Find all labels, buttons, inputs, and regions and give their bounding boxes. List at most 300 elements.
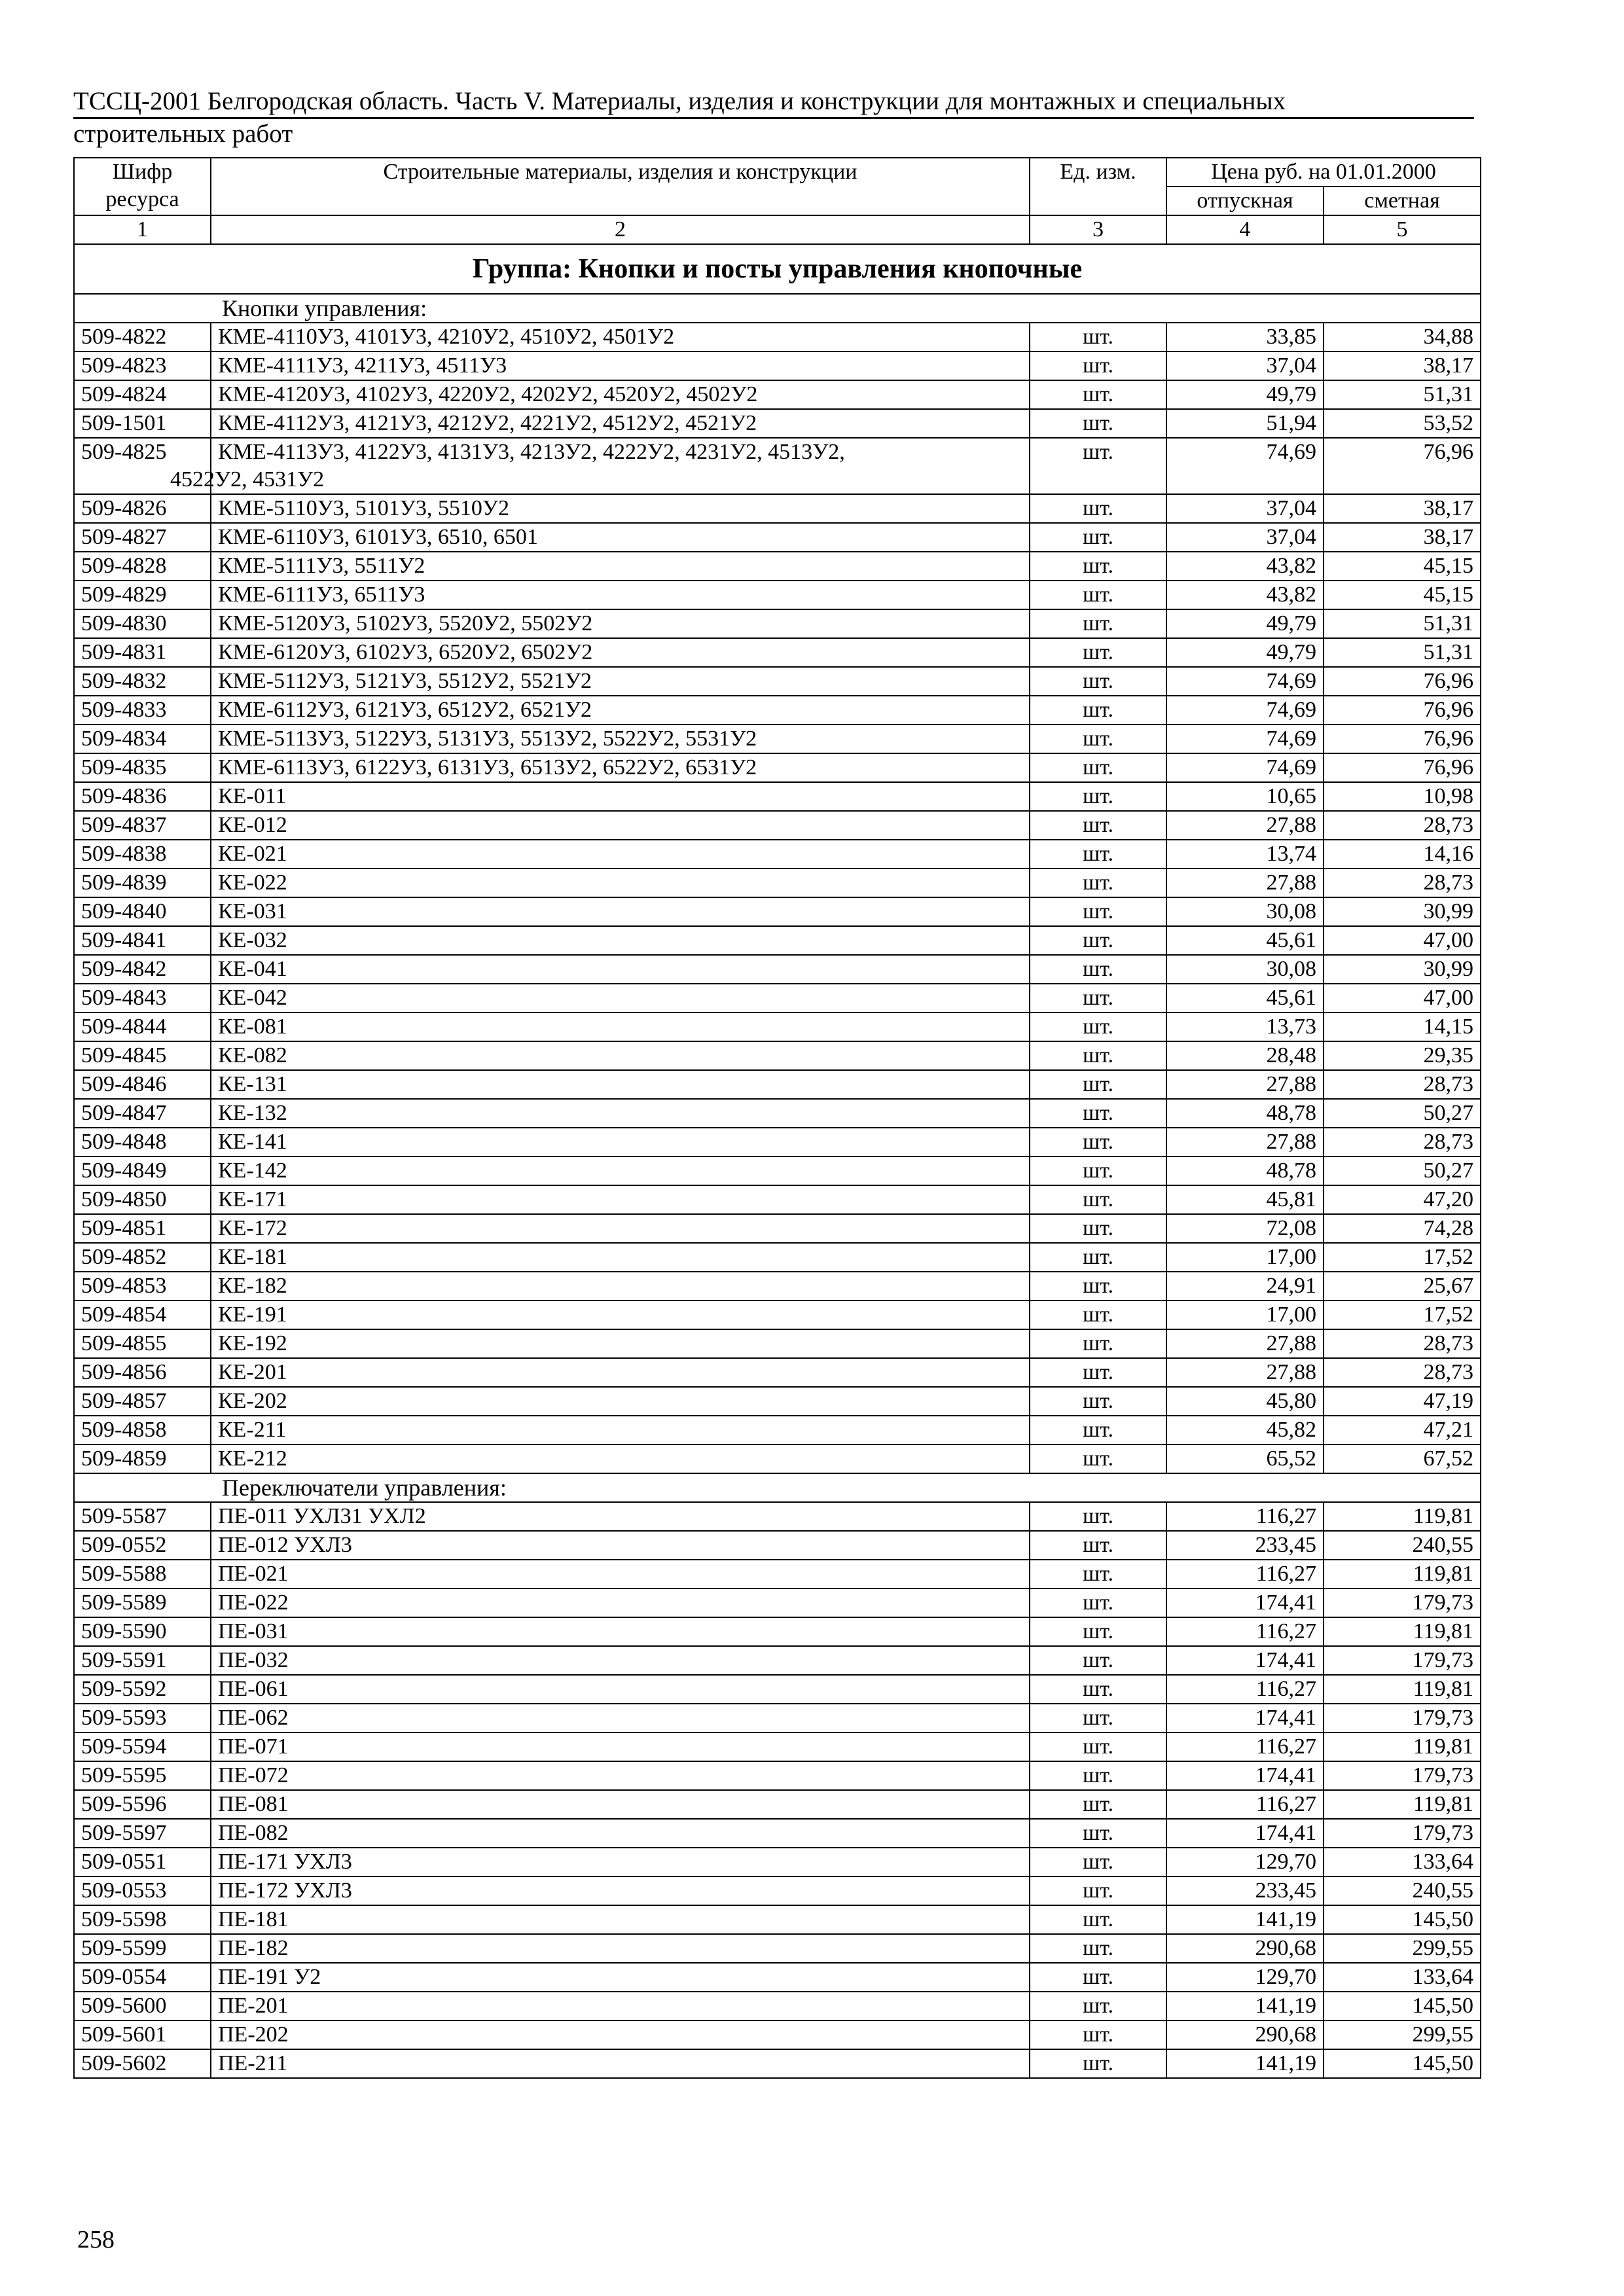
- material-name: ПЕ-062: [211, 1704, 1030, 1732]
- price-estimate: 28,73: [1324, 1358, 1481, 1387]
- table-row: [74, 638, 1481, 667]
- resource-code: 509-4844: [74, 1013, 211, 1041]
- resource-code: 509-4838: [74, 840, 211, 869]
- price-release: 48,78: [1166, 1099, 1324, 1128]
- price-release: 27,88: [1166, 1329, 1324, 1358]
- price-release: 33,85: [1166, 323, 1324, 351]
- unit: шт.: [1030, 1041, 1166, 1070]
- resource-code: 509-4824: [74, 380, 211, 409]
- price-estimate: 76,96: [1324, 696, 1481, 725]
- price-estimate: 30,99: [1324, 955, 1481, 984]
- table-row: [74, 1128, 1481, 1157]
- price-estimate: 28,73: [1324, 1329, 1481, 1358]
- resource-code: 509-5595: [74, 1761, 211, 1790]
- table-row: [74, 2020, 1481, 2049]
- price-estimate: 25,67: [1324, 1272, 1481, 1300]
- price-release: 30,08: [1166, 955, 1324, 984]
- material-name: КМЕ-6111У3, 6511У3: [211, 581, 1030, 609]
- material-name: КЕ-011: [211, 782, 1030, 811]
- price-release: 174,41: [1166, 1646, 1324, 1675]
- document-header: [73, 86, 1474, 149]
- price-release: 290,68: [1166, 2020, 1324, 2049]
- unit: шт.: [1030, 1070, 1166, 1099]
- price-release: 49,79: [1166, 609, 1324, 638]
- material-name: КЕ-021: [211, 840, 1030, 869]
- header-unit: Ед. изм.: [1030, 158, 1166, 215]
- table-row: [74, 1531, 1481, 1560]
- table-row: [74, 696, 1481, 725]
- unit: шт.: [1030, 1761, 1166, 1790]
- material-name: КМЕ-4120У3, 4102У3, 4220У2, 4202У2, 4520У2, 4502У2: [211, 380, 1030, 409]
- unit: шт.: [1030, 638, 1166, 667]
- price-estimate: 179,73: [1324, 1588, 1481, 1617]
- unit: шт.: [1030, 1128, 1166, 1157]
- table-row: [74, 552, 1481, 581]
- price-estimate: 299,55: [1324, 1934, 1481, 1963]
- material-name: КЕ-032: [211, 926, 1030, 955]
- price-release: 116,27: [1166, 1617, 1324, 1646]
- unit: шт.: [1030, 782, 1166, 811]
- table-header: [74, 158, 1481, 244]
- price-release: 30,08: [1166, 897, 1324, 926]
- resource-code: 509-5590: [74, 1617, 211, 1646]
- price-estimate: 240,55: [1324, 1876, 1481, 1905]
- price-release: 27,88: [1166, 1070, 1324, 1099]
- unit: шт.: [1030, 1013, 1166, 1041]
- price-estimate: 133,64: [1324, 1848, 1481, 1876]
- material-name: КМЕ-4110У3, 4101У3, 4210У2, 4510У2, 4501У2: [211, 323, 1030, 351]
- table-row: [74, 581, 1481, 609]
- unit: шт.: [1030, 840, 1166, 869]
- price-release: 49,79: [1166, 380, 1324, 409]
- resource-code: 509-5598: [74, 1905, 211, 1934]
- resource-code: 509-4851: [74, 1214, 211, 1243]
- column-number: 4: [1166, 215, 1324, 244]
- resource-code: 509-4854: [74, 1300, 211, 1329]
- unit: шт.: [1030, 1560, 1166, 1588]
- unit: шт.: [1030, 1185, 1166, 1214]
- resource-code: 509-4848: [74, 1128, 211, 1157]
- table-row: [74, 1992, 1481, 2020]
- material-name: ПЕ-031: [211, 1617, 1030, 1646]
- unit: шт.: [1030, 1819, 1166, 1848]
- unit: шт.: [1030, 1905, 1166, 1934]
- price-estimate: 17,52: [1324, 1300, 1481, 1329]
- unit: шт.: [1030, 1992, 1166, 2020]
- price-release: 174,41: [1166, 1704, 1324, 1732]
- price-release: 72,08: [1166, 1214, 1324, 1243]
- price-estimate: 76,96: [1324, 438, 1481, 494]
- material-name: КЕ-031: [211, 897, 1030, 926]
- price-release: 141,19: [1166, 2049, 1324, 2078]
- resource-code: 509-4827: [74, 523, 211, 552]
- price-release: 24,91: [1166, 1272, 1324, 1300]
- unit: шт.: [1030, 2049, 1166, 2078]
- price-estimate: 51,31: [1324, 609, 1481, 638]
- table-body: [74, 244, 1481, 2078]
- section-title: Кнопки управления:: [74, 294, 1481, 323]
- price-release: 27,88: [1166, 869, 1324, 897]
- material-name: КЕ-082: [211, 1041, 1030, 1070]
- price-estimate: 119,81: [1324, 1617, 1481, 1646]
- table-row: [74, 1934, 1481, 1963]
- material-name: КЕ-142: [211, 1157, 1030, 1185]
- material-name: ПЕ-172 УХЛ3: [211, 1876, 1030, 1905]
- material-name: КМЕ-6113У3, 6122У3, 6131У3, 6513У2, 6522У2, 6531У2: [211, 753, 1030, 782]
- page-number: 258: [77, 2226, 115, 2253]
- price-estimate: 119,81: [1324, 1560, 1481, 1588]
- table-row: [74, 1358, 1481, 1387]
- table-row: [74, 1560, 1481, 1588]
- unit: шт.: [1030, 1790, 1166, 1819]
- price-release: 129,70: [1166, 1963, 1324, 1992]
- price-release: 141,19: [1166, 1905, 1324, 1934]
- unit: шт.: [1030, 1502, 1166, 1531]
- price-release: 45,80: [1166, 1387, 1324, 1416]
- price-estimate: 29,35: [1324, 1041, 1481, 1070]
- material-name: ПЕ-081: [211, 1790, 1030, 1819]
- material-name: КЕ-192: [211, 1329, 1030, 1358]
- material-name: КЕ-131: [211, 1070, 1030, 1099]
- material-name: КМЕ-5120У3, 5102У3, 5520У2, 5502У2: [211, 609, 1030, 638]
- price-release: 116,27: [1166, 1560, 1324, 1588]
- resource-code: 509-5600: [74, 1992, 211, 2020]
- resource-code: 509-4826: [74, 494, 211, 523]
- resource-code: 509-0552: [74, 1531, 211, 1560]
- price-estimate: 51,31: [1324, 380, 1481, 409]
- price-estimate: 240,55: [1324, 1531, 1481, 1560]
- resource-code: 509-4822: [74, 323, 211, 351]
- price-release: 13,73: [1166, 1013, 1324, 1041]
- price-estimate: 299,55: [1324, 2020, 1481, 2049]
- table-row: [74, 1819, 1481, 1848]
- resource-code: 509-4829: [74, 581, 211, 609]
- price-estimate: 119,81: [1324, 1732, 1481, 1761]
- resource-code: 509-4828: [74, 552, 211, 581]
- unit: шт.: [1030, 1617, 1166, 1646]
- resource-code: 509-0553: [74, 1876, 211, 1905]
- price-estimate: 145,50: [1324, 1905, 1481, 1934]
- price-estimate: 145,50: [1324, 1992, 1481, 2020]
- table-row: [74, 811, 1481, 840]
- section-row: [74, 294, 1481, 323]
- price-estimate: 47,20: [1324, 1185, 1481, 1214]
- unit: шт.: [1030, 1243, 1166, 1272]
- price-release: 37,04: [1166, 351, 1324, 380]
- resource-code: 509-4842: [74, 955, 211, 984]
- price-release: 129,70: [1166, 1848, 1324, 1876]
- table-row: [74, 782, 1481, 811]
- unit: шт.: [1030, 1358, 1166, 1387]
- unit: шт.: [1030, 1272, 1166, 1300]
- resource-code: 509-5596: [74, 1790, 211, 1819]
- resource-code: 509-4857: [74, 1387, 211, 1416]
- material-name: КЕ-012: [211, 811, 1030, 840]
- price-release: 74,69: [1166, 667, 1324, 696]
- group-title: Группа: Кнопки и посты управления кнопочные: [74, 244, 1481, 294]
- unit: шт.: [1030, 494, 1166, 523]
- column-number: 5: [1324, 215, 1481, 244]
- unit: шт.: [1030, 1099, 1166, 1128]
- material-name: КМЕ-5112У3, 5121У3, 5512У2, 5521У2: [211, 667, 1030, 696]
- price-release: 43,82: [1166, 552, 1324, 581]
- price-release: 49,79: [1166, 638, 1324, 667]
- material-name: ПЕ-171 УХЛ3: [211, 1848, 1030, 1876]
- resource-code: 509-4837: [74, 811, 211, 840]
- resource-code: 509-5589: [74, 1588, 211, 1617]
- price-estimate: 14,16: [1324, 840, 1481, 869]
- column-number: 1: [74, 215, 211, 244]
- price-release: 27,88: [1166, 1358, 1324, 1387]
- material-name: [170, 438, 1030, 494]
- table-row: [74, 955, 1481, 984]
- material-name: КЕ-191: [211, 1300, 1030, 1329]
- resource-code: 509-4841: [74, 926, 211, 955]
- price-estimate: 179,73: [1324, 1761, 1481, 1790]
- material-name: КЕ-041: [211, 955, 1030, 984]
- unit: шт.: [1030, 1329, 1166, 1358]
- unit: шт.: [1030, 523, 1166, 552]
- material-name: ПЕ-202: [211, 2020, 1030, 2049]
- section-row: [74, 1473, 1481, 1502]
- material-name: КЕ-042: [211, 984, 1030, 1013]
- material-name: КМЕ-5111У3, 5511У2: [211, 552, 1030, 581]
- table-row: [74, 1675, 1481, 1704]
- unit: шт.: [1030, 1416, 1166, 1444]
- unit: шт.: [1030, 696, 1166, 725]
- unit: шт.: [1030, 581, 1166, 609]
- price-release: 37,04: [1166, 494, 1324, 523]
- price-release: 45,61: [1166, 984, 1324, 1013]
- resource-code: 509-4830: [74, 609, 211, 638]
- unit: шт.: [1030, 926, 1166, 955]
- resource-code: 509-5593: [74, 1704, 211, 1732]
- table-row: [74, 1588, 1481, 1617]
- price-estimate: 47,00: [1324, 926, 1481, 955]
- table-row: [74, 667, 1481, 696]
- table-row: [74, 926, 1481, 955]
- price-estimate: 30,99: [1324, 897, 1481, 926]
- price-estimate: 45,15: [1324, 552, 1481, 581]
- price-estimate: 50,27: [1324, 1157, 1481, 1185]
- unit: шт.: [1030, 1214, 1166, 1243]
- price-release: 116,27: [1166, 1502, 1324, 1531]
- section-title: Переключатели управления:: [74, 1473, 1481, 1502]
- header-line-2: строительных работ: [73, 120, 293, 148]
- material-name: ПЕ-072: [211, 1761, 1030, 1790]
- material-name: ПЕ-182: [211, 1934, 1030, 1963]
- table-row: [74, 409, 1481, 438]
- unit: шт.: [1030, 1963, 1166, 1992]
- resource-code: 509-5601: [74, 2020, 211, 2049]
- unit: шт.: [1030, 609, 1166, 638]
- resource-code: 509-4825: [74, 438, 211, 494]
- resource-code: 509-4845: [74, 1041, 211, 1070]
- table-row: [74, 609, 1481, 638]
- table-row: [74, 753, 1481, 782]
- table-row: [74, 1214, 1481, 1243]
- price-release: 74,69: [1166, 725, 1324, 753]
- unit: шт.: [1030, 409, 1166, 438]
- resource-code: 509-5591: [74, 1646, 211, 1675]
- price-estimate: 74,28: [1324, 1214, 1481, 1243]
- price-release: 51,94: [1166, 409, 1324, 438]
- resource-code: 509-4833: [74, 696, 211, 725]
- resource-code: 509-1501: [74, 409, 211, 438]
- material-name: КЕ-132: [211, 1099, 1030, 1128]
- price-release: 28,48: [1166, 1041, 1324, 1070]
- price-estimate: 28,73: [1324, 811, 1481, 840]
- price-estimate: 76,96: [1324, 667, 1481, 696]
- price-estimate: 17,52: [1324, 1243, 1481, 1272]
- unit: шт.: [1030, 667, 1166, 696]
- table-row: [74, 438, 1481, 494]
- table-row: [74, 523, 1481, 552]
- table-row: [74, 1502, 1481, 1531]
- price-estimate: 119,81: [1324, 1502, 1481, 1531]
- material-name: ПЕ-071: [211, 1732, 1030, 1761]
- resource-code: 509-4835: [74, 753, 211, 782]
- unit: шт.: [1030, 1732, 1166, 1761]
- price-estimate: 28,73: [1324, 869, 1481, 897]
- price-release: 174,41: [1166, 1588, 1324, 1617]
- price-estimate: 119,81: [1324, 1675, 1481, 1704]
- resource-code: 509-5587: [74, 1502, 211, 1531]
- price-release: 174,41: [1166, 1819, 1324, 1848]
- material-name: ПЕ-021: [211, 1560, 1030, 1588]
- table-row: [74, 1013, 1481, 1041]
- price-release: 74,69: [1166, 438, 1324, 494]
- material-name: КЕ-181: [211, 1243, 1030, 1272]
- header-line-1: ТССЦ-2001 Белгородская область. Часть V. Материалы, изделия и конструкции для монтажных и специальных: [73, 86, 1474, 119]
- unit: шт.: [1030, 552, 1166, 581]
- resource-code: 509-4846: [74, 1070, 211, 1099]
- table-row: [74, 1761, 1481, 1790]
- resource-code: 509-0551: [74, 1848, 211, 1876]
- price-estimate: 67,52: [1324, 1444, 1481, 1473]
- material-name: КЕ-202: [211, 1387, 1030, 1416]
- price-estimate: 38,17: [1324, 494, 1481, 523]
- price-estimate: 10,98: [1324, 782, 1481, 811]
- unit: шт.: [1030, 984, 1166, 1013]
- material-name: КМЕ-6110У3, 6101У3, 6510, 6501: [211, 523, 1030, 552]
- price-estimate: 50,27: [1324, 1099, 1481, 1128]
- resource-code: 509-4843: [74, 984, 211, 1013]
- price-release: 116,27: [1166, 1675, 1324, 1704]
- table-row: [74, 1963, 1481, 1992]
- table-row: [74, 1876, 1481, 1905]
- table-row: [74, 1387, 1481, 1416]
- table-row: [74, 1185, 1481, 1214]
- material-name: ПЕ-011 УХЛ31 УХЛ2: [211, 1502, 1030, 1531]
- price-estimate: 28,73: [1324, 1128, 1481, 1157]
- material-name: КМЕ-6112У3, 6121У3, 6512У2, 6521У2: [211, 696, 1030, 725]
- material-name: КЕ-211: [211, 1416, 1030, 1444]
- unit: шт.: [1030, 1934, 1166, 1963]
- material-name: КЕ-182: [211, 1272, 1030, 1300]
- material-name: ПЕ-191 У2: [211, 1963, 1030, 1992]
- unit: шт.: [1030, 1646, 1166, 1675]
- resource-code: 509-5588: [74, 1560, 211, 1588]
- price-estimate: 133,64: [1324, 1963, 1481, 1992]
- price-estimate: 145,50: [1324, 2049, 1481, 2078]
- resource-code: 509-4849: [74, 1157, 211, 1185]
- table-row: [74, 2049, 1481, 2078]
- header-name: Строительные материалы, изделия и конструкции: [211, 158, 1030, 215]
- price-release: 174,41: [1166, 1761, 1324, 1790]
- material-name: ПЕ-201: [211, 1992, 1030, 2020]
- price-release: 37,04: [1166, 523, 1324, 552]
- material-name: КМЕ-4111У3, 4211У3, 4511У3: [211, 351, 1030, 380]
- group-row: [74, 244, 1481, 294]
- table-row: [74, 897, 1481, 926]
- material-name: КЕ-141: [211, 1128, 1030, 1157]
- unit: шт.: [1030, 1387, 1166, 1416]
- unit: шт.: [1030, 1675, 1166, 1704]
- unit: шт.: [1030, 380, 1166, 409]
- unit: шт.: [1030, 955, 1166, 984]
- price-estimate: 76,96: [1324, 725, 1481, 753]
- price-estimate: 38,17: [1324, 351, 1481, 380]
- price-estimate: 119,81: [1324, 1790, 1481, 1819]
- resource-code: 509-4847: [74, 1099, 211, 1128]
- price-release: 74,69: [1166, 696, 1324, 725]
- price-release: 233,45: [1166, 1876, 1324, 1905]
- price-estimate: 47,00: [1324, 984, 1481, 1013]
- resource-code: 509-0554: [74, 1963, 211, 1992]
- unit: шт.: [1030, 1531, 1166, 1560]
- table-row: [74, 840, 1481, 869]
- unit: шт.: [1030, 351, 1166, 380]
- price-release: 45,82: [1166, 1416, 1324, 1444]
- table-row: [74, 1300, 1481, 1329]
- resource-code: 509-4834: [74, 725, 211, 753]
- resource-code: 509-4832: [74, 667, 211, 696]
- material-name: ПЕ-082: [211, 1819, 1030, 1848]
- table-row: [74, 1329, 1481, 1358]
- table-row: [74, 1905, 1481, 1934]
- unit: шт.: [1030, 1300, 1166, 1329]
- table-row: [74, 1617, 1481, 1646]
- resource-code: 509-4859: [74, 1444, 211, 1473]
- resource-code: 509-4853: [74, 1272, 211, 1300]
- table-row: [74, 725, 1481, 753]
- price-release: 17,00: [1166, 1300, 1324, 1329]
- resource-code: 509-5597: [74, 1819, 211, 1848]
- material-name: ПЕ-181: [211, 1905, 1030, 1934]
- unit: шт.: [1030, 1876, 1166, 1905]
- price-release: 17,00: [1166, 1243, 1324, 1272]
- price-release: 74,69: [1166, 753, 1324, 782]
- table-row: [74, 1416, 1481, 1444]
- table-row: [74, 1848, 1481, 1876]
- resource-code: 509-5602: [74, 2049, 211, 2078]
- unit: шт.: [1030, 1157, 1166, 1185]
- resource-code: 509-4831: [74, 638, 211, 667]
- resource-code: 509-4850: [74, 1185, 211, 1214]
- price-release: 116,27: [1166, 1790, 1324, 1819]
- column-number: 3: [1030, 215, 1166, 244]
- material-name: КЕ-172: [211, 1214, 1030, 1243]
- table-row: [74, 1732, 1481, 1761]
- price-release: 141,19: [1166, 1992, 1324, 2020]
- unit: шт.: [1030, 2020, 1166, 2049]
- price-estimate: 14,15: [1324, 1013, 1481, 1041]
- table-row: [74, 984, 1481, 1013]
- price-table: [73, 157, 1481, 2079]
- material-name: ПЕ-012 УХЛ3: [211, 1531, 1030, 1560]
- price-release: 290,68: [1166, 1934, 1324, 1963]
